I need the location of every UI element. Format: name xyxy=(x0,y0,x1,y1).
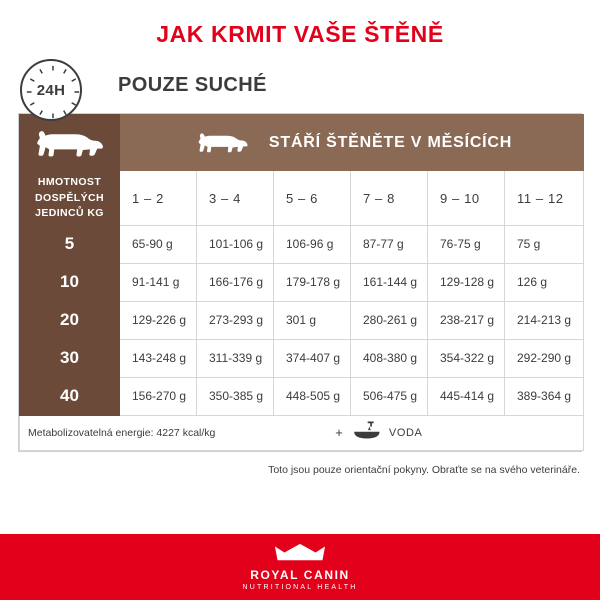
dog-silhouette-left-icon xyxy=(20,115,120,171)
cell-value: 280-261 g xyxy=(351,301,428,339)
water-bowl-icon xyxy=(349,419,383,446)
table-header-band xyxy=(20,115,584,171)
row-weight: 30 xyxy=(20,339,120,377)
cell-value: 76-75 g xyxy=(428,225,505,263)
subtitle: POUZE SUCHÉ xyxy=(118,73,267,96)
cell-value: 129-226 g xyxy=(120,301,197,339)
cell-value: 408-380 g xyxy=(351,339,428,377)
cell-value: 506-475 g xyxy=(351,377,428,415)
dog-silhouette-header-icon xyxy=(191,125,255,160)
plus-sign: + xyxy=(335,425,343,441)
cell-value: 143-248 g xyxy=(120,339,197,377)
cell-value: 156-270 g xyxy=(120,377,197,415)
cell-value: 273-293 g xyxy=(197,301,274,339)
cell-value: 75 g xyxy=(505,225,584,263)
col-head-5: 9 – 10 xyxy=(428,171,505,226)
table-footer-cell xyxy=(20,415,584,450)
water-group xyxy=(335,419,422,446)
table-row xyxy=(20,263,584,301)
brand-bar xyxy=(0,534,600,600)
clock-24h-icon xyxy=(20,59,82,121)
row-weight: 5 xyxy=(20,225,120,263)
cell-value: 126 g xyxy=(505,263,584,301)
water-label: VODA xyxy=(388,426,423,439)
table-row xyxy=(20,225,584,263)
crown-icon xyxy=(274,543,326,566)
col-head-1: 1 – 2 xyxy=(120,171,197,226)
cell-value: 350-385 g xyxy=(197,377,274,415)
col-head-3: 5 – 6 xyxy=(274,171,351,226)
cell-value: 445-414 g xyxy=(428,377,505,415)
table-row xyxy=(20,301,584,339)
row-weight: 20 xyxy=(20,301,120,339)
cell-value: 91-141 g xyxy=(120,263,197,301)
age-header-cell xyxy=(120,115,584,171)
age-header-label: STÁŘÍ ŠTĚNĚTE V MĚSÍCÍCH xyxy=(268,133,513,151)
cell-value: 292-290 g xyxy=(505,339,584,377)
cell-value: 354-322 g xyxy=(428,339,505,377)
cell-value: 129-128 g xyxy=(428,263,505,301)
cell-value: 179-178 g xyxy=(274,263,351,301)
table-row xyxy=(20,339,584,377)
subtitle-row xyxy=(0,63,600,107)
cell-value: 238-217 g xyxy=(428,301,505,339)
disclaimer-text: Toto jsou pouze orientační pokyny. Obraťte se na svého veterináře. xyxy=(268,463,580,476)
row-weight: 10 xyxy=(20,263,120,301)
col-head-2: 3 – 4 xyxy=(197,171,274,226)
cell-value: 301 g xyxy=(274,301,351,339)
cell-value: 166-176 g xyxy=(197,263,274,301)
energy-text: Metabolizovatelná energie: 4227 kcal/kg xyxy=(28,426,216,439)
brand-subtitle: NUTRITIONAL HEALTH xyxy=(242,584,358,591)
weight-header-label: HMOTNOST DOSPĚLÝCH JEDINCŮ KG xyxy=(20,171,120,226)
table-row xyxy=(20,377,584,415)
cell-value: 106-96 g xyxy=(274,225,351,263)
cell-value: 65-90 g xyxy=(120,225,197,263)
col-head-4: 7 – 8 xyxy=(351,171,428,226)
cell-value: 311-339 g xyxy=(197,339,274,377)
row-weight: 40 xyxy=(20,377,120,415)
cell-value: 161-144 g xyxy=(351,263,428,301)
cell-value: 87-77 g xyxy=(351,225,428,263)
clock-badge-label: 24H xyxy=(36,81,66,99)
cell-value: 448-505 g xyxy=(274,377,351,415)
table-column-header-row xyxy=(20,171,584,226)
cell-value: 374-407 g xyxy=(274,339,351,377)
cell-value: 214-213 g xyxy=(505,301,584,339)
page-title: JAK KRMIT VAŠE ŠTĚNĚ xyxy=(156,21,444,47)
cell-value: 101-106 g xyxy=(197,225,274,263)
col-head-6: 11 – 12 xyxy=(505,171,584,226)
table-footer-row xyxy=(20,415,584,450)
cell-value: 389-364 g xyxy=(505,377,584,415)
brand-name: ROYAL CANIN xyxy=(250,568,350,582)
feeding-table xyxy=(18,113,582,452)
